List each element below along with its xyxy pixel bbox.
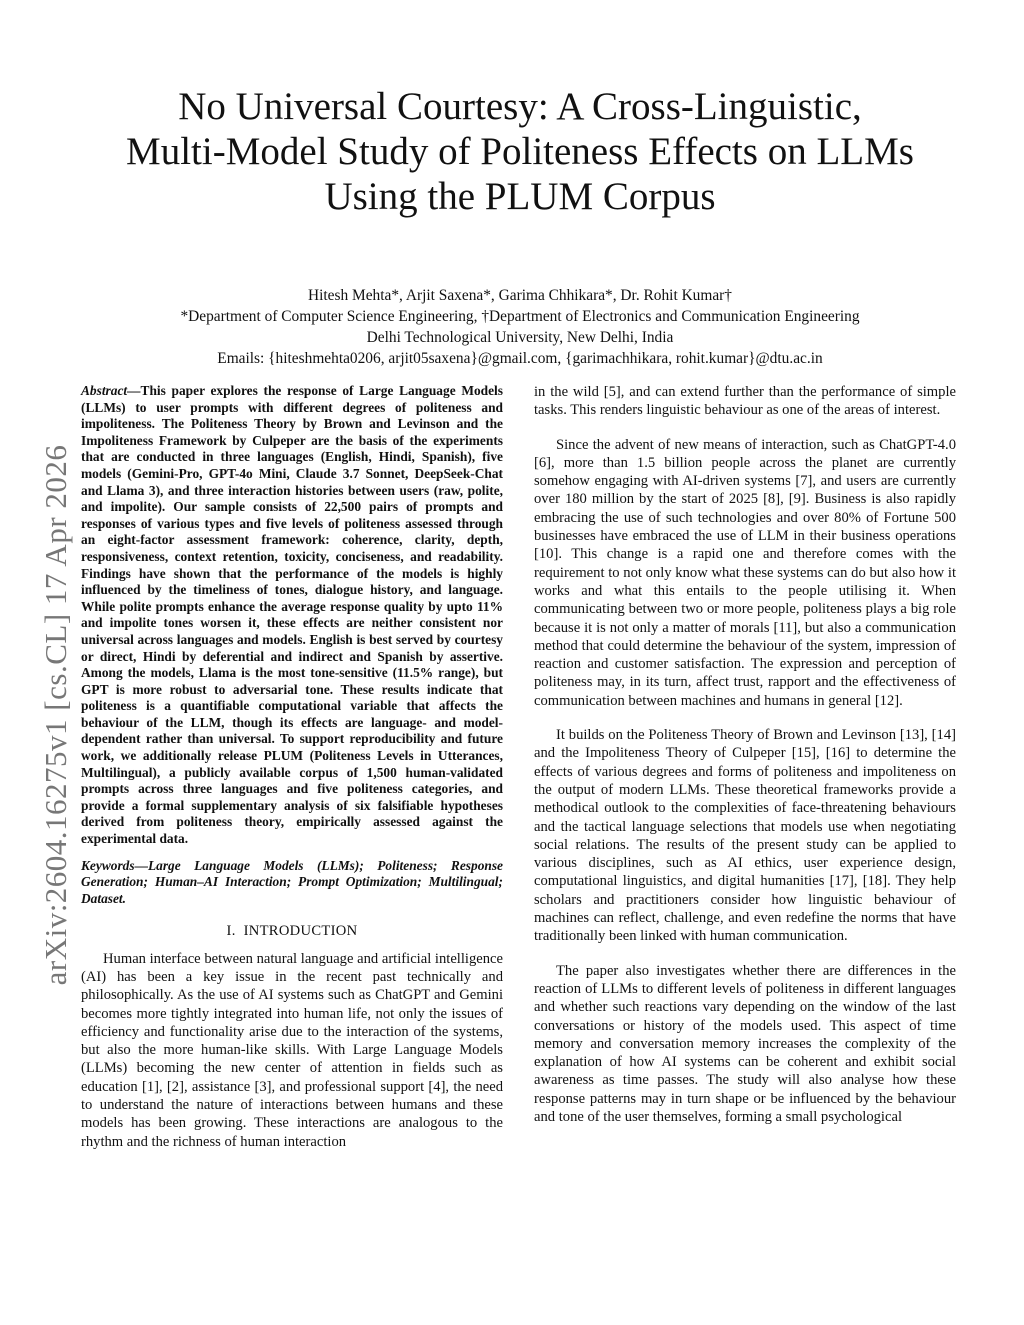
emails: Emails: {hiteshmehta0206, arjit05saxena}@gmail.com, {garimachhikara, rohit.kumar}@dtu.ac.in xyxy=(217,350,823,367)
arxiv-identifier: arXiv:2604.16275v1 [cs.CL] 17 Apr 2026 xyxy=(38,444,73,986)
keywords-text: Large Language Models (LLMs); Politeness; Response Generation; Human–AI Interaction; Prompt Optimization; Multilingual; Dataset. xyxy=(81,857,503,906)
abstract-label: Abstract— xyxy=(81,383,141,398)
intro-paragraph: Human interface between natural language and artificial intelligence (AI) has been a key issue in the recent past technically and philosophically. As the use of AI systems such as ChatGPT and Gemini becomes more tightly integrated into human life, not only the issues of efficiency and functionality arise due to the interaction of the systems, but also the more human-like skills. With Large Language Models (LLMs) becoming the new center of attention in fields such as education [1], [2], assistance [3], and professional support [4], the need to understand the nature of interactions between humans and these models has been growing. These interactions are analogous to the rhythm and the richness of human interaction xyxy=(81,950,503,1150)
body-paragraph: It builds on the Politeness Theory of Brown and Levinson [13], [14] and the Impoliteness Theory of Culpeper [15], [16] to determine the effects of various degrees and forms of politeness and impoliteness on the output of modern LLMs. These theoretical frameworks provide a methodical outlook to the complexities of face-threatening behaviours and the tactical language selections that models use when negotiating social relations. The results of the present study can be applied to various disciplines, such as AI ethics, user experience design, computational linguistics, and digital humanities [17], [18]. They help scholars and practitioners consider how linguistic behaviour of machines can reflect, challenge, and even redefine the norms that have traditionally been linked with human communication. xyxy=(534,727,956,945)
body-paragraph: Since the advent of new means of interaction, such as ChatGPT-4.0 [6], more than 1.5 billion people across the planet are currently somehow engaging with AI-driven systems [7], and users are currently over 180 million by the start of 2025 [8], [9]. Business is also rapidly embracing the use of such technologies and over 80% of Fortune 500 businesses have embraced the use of LLM in their business operations [10]. This change is a rapid one and therefore comes with the requirement to not only know what these systems can do but also how it works and what this entails to the people utilising it. When communicating between two or more people, politeness plays a big role because it is not only a matter of morals [11], but also a communication method that could determine the behaviour of the system, impression of reaction and customer satisfaction. The expression and perception of politeness may, in its turn, affect trust, rapport and the effectiveness of communication between machines and humans in general [12]. xyxy=(534,436,956,709)
abstract xyxy=(81,383,503,848)
author-names: Hitesh Mehta*, Arjit Saxena*, Garima Chhikara*, Dr. Rohit Kumar† xyxy=(307,287,732,304)
keywords xyxy=(81,858,503,908)
section-title-rest: NTRODUCTION xyxy=(248,923,358,940)
section-number: I. xyxy=(226,923,236,940)
paper-title xyxy=(90,84,950,220)
right-column xyxy=(534,383,956,1126)
section-initial: I xyxy=(243,923,249,940)
body-paragraph: in the wild [5], and can extend further than the performance of simple tasks. This renders linguistic behaviour as one of the areas of interest. xyxy=(534,384,956,419)
affiliations: *Department of Computer Science Engineering, †Department of Electronics and Communication Engineering xyxy=(180,308,860,325)
university: Delhi Technological University, New Delhi, India xyxy=(366,329,674,346)
title-line: Multi-Model Study of Politeness Effects on LLMs xyxy=(126,130,914,174)
section-heading-introduction xyxy=(81,922,503,940)
abstract-text: This paper explores the response of Large Language Models (LLMs) to user prompts with different degrees of politeness and impoliteness. The Politeness Theory by Brown and Levinson and the Impoliteness Framework by Culpeper are the basis of the experiments that are conducted in three languages (English, Hindi, Spanish), five models (Gemini-Pro, GPT-4o Mini, Claude 3.7 Sonnet, DeepSeek-Chat and Llama 3), and three interaction histories between users (raw, polite, and impolite). Our sample consists of 22,500 pairs of prompts and responses of various types and five levels of politeness assessed through an eight-factor assessment framework: coherence, clarity, depth, responsiveness, context retention, toxicity, conciseness, and readability. Findings have shown that the performance of the models is highly influenced by the timeliness of tones, dialogue history, and language. While polite prompts enhance the average response quality by upto 11% and impolite tones worsen it, these effects are neither consistent nor universal across languages and models. English is best served by courtesy or direct, Hindi by deferential and indirect and Spanish by assertive. Among the models, Llama is the most tone-sensitive (11.5% range), but GPT is more robust to adversarial tone. These results indicate that politeness is a quantifiable computational variable that affects the behaviour of the LLM, though its effects are language- and model-dependent rather than universal. To support reproducibility and future work, we additionally release PLUM (Politeness Levels in Utterances, Multilingual), a publicly available corpus of 1,500 human-validated prompts across three languages and five politeness categories, and provide a formal supplementary analysis of six falsifiable hypotheses derived from politeness theory, empirically assessed against the experimental data. xyxy=(81,383,503,847)
author-block xyxy=(90,285,950,369)
title-line: Using the PLUM Corpus xyxy=(324,175,716,219)
left-column xyxy=(81,383,503,1151)
keywords-label: Keywords— xyxy=(81,857,148,873)
body-paragraph: The paper also investigates whether there are differences in the reaction of LLMs to different levels of politeness in different languages and whether such reactions vary depending on the window of the last conversations or history of the models used. This aspect of time memory and conversation memory increases the complexity of the explanation of how AI systems can be coherent and exhibit social awareness as time passes. The study will also analyse how these response patterns may in turn shape or be influenced by the behaviour and tone of the user themselves, forming a small psychological xyxy=(534,962,956,1125)
title-line: No Universal Courtesy: A Cross-Linguistic, xyxy=(178,85,862,128)
